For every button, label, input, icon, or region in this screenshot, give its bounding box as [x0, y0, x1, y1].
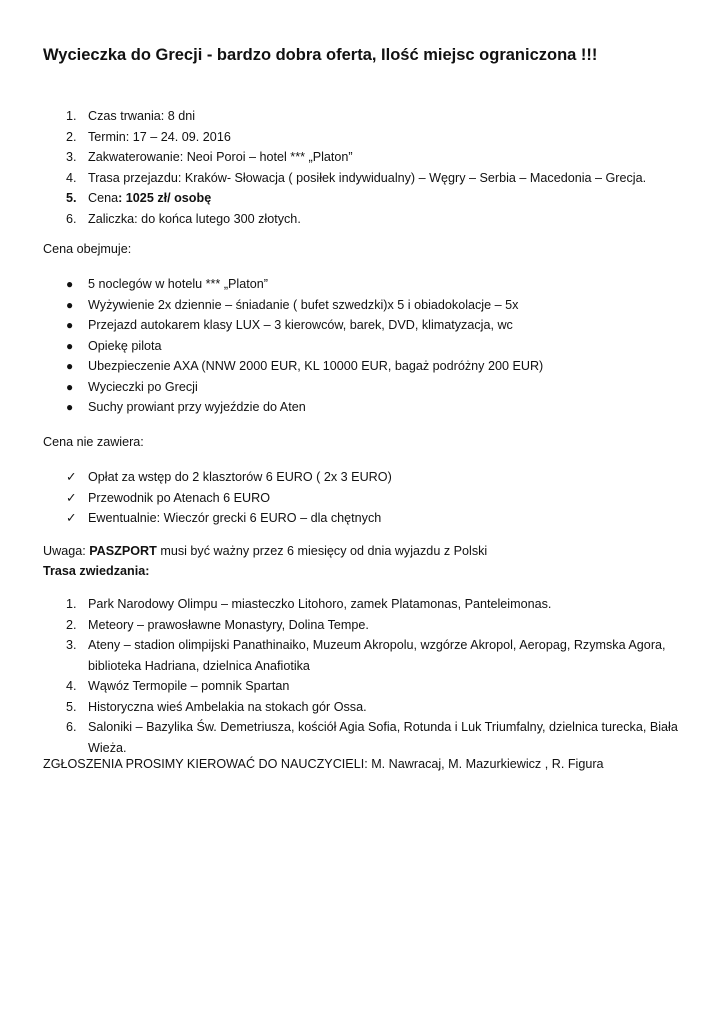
list-item [66, 488, 706, 509]
list-item [66, 635, 686, 676]
bullet-icon: ● [66, 400, 74, 414]
list-item [66, 397, 706, 418]
list-number: 2. [66, 617, 77, 632]
list-number: 6. [66, 211, 77, 226]
list-item-text: Opiekę pilota [88, 338, 162, 353]
list-item-price [66, 188, 706, 209]
excludes-heading: Cena nie zawiera: [43, 435, 144, 449]
list-item [66, 315, 706, 336]
list-item-text [88, 188, 211, 209]
list-item [66, 127, 706, 148]
list-item-text: Czas trwania: 8 dni [88, 109, 196, 123]
route-heading: Trasa zwiedzania: [43, 564, 150, 578]
bullet-icon: ● [66, 318, 74, 332]
list-number: 5. [66, 699, 77, 714]
list-item [66, 467, 706, 488]
trip-info-list [66, 106, 706, 229]
bullet-icon: ● [66, 277, 74, 291]
note-bold: PASZPORT [89, 544, 157, 558]
list-item [66, 356, 706, 377]
list-item [66, 377, 706, 398]
list-item-text: Historyczna wieś Ambelakia na stokach gór Ossa. [88, 699, 367, 714]
list-number: 4. [66, 679, 77, 693]
list-item-text: Zakwaterowanie: Neoi Poroi – hotel *** „Platon” [88, 150, 353, 164]
list-number: 1. [66, 597, 77, 611]
check-icon: ✓ [66, 470, 77, 484]
list-item [66, 508, 706, 529]
list-item-text: Ateny – stadion olimpijski Panathinaiko, Muzeum Akropolu, wzgórze Akropol, Aeropag, Rzymska Agora, biblioteka Hadriana, dzielnica Anafiotika [88, 638, 666, 673]
bullet-icon: ● [66, 297, 74, 312]
list-item [66, 274, 706, 295]
list-item [66, 295, 706, 316]
bullet-icon: ● [66, 379, 74, 394]
list-item [66, 717, 686, 758]
list-item-text: Opłat za wstęp do 2 klasztorów 6 EURO ( 2x 3 EURO) [88, 470, 392, 484]
list-number: 5. [66, 191, 77, 205]
footer-contact: ZGŁOSZENIA PROSIMY KIEROWAĆ DO NAUCZYCIELI: M. Nawracaj, M. Mazurkiewicz , R. Figura [43, 757, 604, 771]
list-item [66, 615, 686, 636]
list-item-text: Zaliczka: do końca lutego 300 złotych. [88, 211, 301, 226]
list-item-text: Park Narodowy Olimpu – miasteczko Litohoro, zamek Platamonas, Panteleimonas. [88, 597, 552, 611]
list-item [66, 594, 686, 615]
document-title: Wycieczka do Grecji - bardzo dobra oferta, Ilość miejsc ograniczona !!! [43, 46, 598, 64]
bullet-icon: ● [66, 338, 74, 353]
note-prefix: Uwaga: [43, 544, 90, 558]
list-item-text: Suchy prowiant przy wyjeździe do Aten [88, 400, 306, 414]
list-item [66, 676, 686, 697]
list-item-text: Ewentualnie: Wieczór grecki 6 EURO – dla chętnych [88, 511, 382, 525]
list-item [66, 147, 706, 168]
check-icon: ✓ [66, 511, 77, 525]
list-item [66, 697, 686, 718]
list-number: 2. [66, 129, 77, 144]
price-value: : 1025 zł/ osobę [118, 191, 212, 205]
list-item-text: Wyżywienie 2x dziennie – śniadanie ( bufet szwedzki)x 5 i obiadokolacje – 5x [88, 297, 519, 312]
list-item-text: 5 noclegów w hotelu *** „Platon” [88, 277, 268, 291]
list-item [66, 336, 706, 357]
route-list [66, 594, 686, 758]
list-number: 3. [66, 638, 77, 652]
includes-list [66, 274, 706, 418]
list-item-text: Saloniki – Bazylika Św. Demetriusza, kościół Agia Sofia, Rotunda i Luk Triumfalny, dzielnica turecka, Biała Wieża. [88, 720, 678, 755]
list-number: 4. [66, 170, 77, 185]
note-rest: musi być ważny przez 6 miesięcy od dnia wyjazdu z Polski [156, 544, 488, 558]
list-item-text: Przejazd autokarem klasy LUX – 3 kierowców, barek, DVD, klimatyzacja, wc [88, 318, 513, 332]
list-number: 1. [66, 109, 77, 123]
check-icon: ✓ [66, 490, 77, 505]
list-item-text: Przewodnik po Atenach 6 EURO [88, 490, 271, 505]
passport-note [43, 541, 487, 562]
list-item [66, 209, 706, 230]
includes-heading: Cena obejmuje: [43, 242, 132, 256]
list-item-text: Meteory – prawosławne Monastyry, Dolina Tempe. [88, 617, 369, 632]
price-label: Cena [88, 191, 119, 205]
list-item-text: Trasa przejazdu: Kraków- Słowacja ( posiłek indywidualny) – Węgry – Serbia – Macedonia – Grecja. [88, 170, 647, 185]
list-item-text: Ubezpieczenie AXA (NNW 2000 EUR, KL 10000 EUR, bagaż podróżny 200 EUR) [88, 359, 544, 373]
list-item [66, 168, 706, 189]
list-item-text: Wąwóz Termopile – pomnik Spartan [88, 679, 290, 693]
bullet-icon: ● [66, 359, 74, 373]
list-item [66, 106, 706, 127]
list-item-text: Termin: 17 – 24. 09. 2016 [88, 129, 231, 144]
list-number: 3. [66, 150, 77, 164]
list-item-text: Wycieczki po Grecji [88, 379, 198, 394]
excludes-list [66, 467, 706, 529]
list-number: 6. [66, 720, 77, 734]
